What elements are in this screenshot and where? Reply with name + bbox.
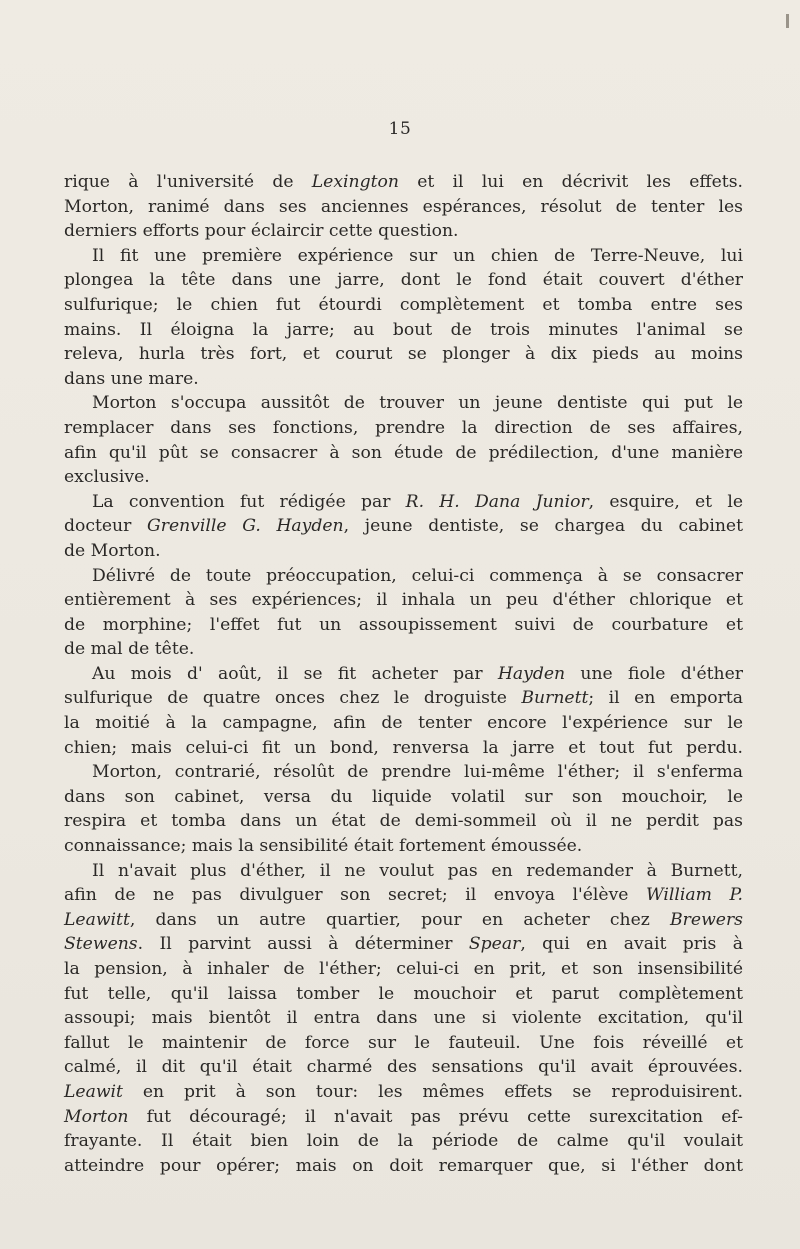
text-line: mains. Il éloigna la jarre; au bout de trois minutes l'animal se: [64, 319, 743, 340]
text-line: calmé, il dit qu'il était charmé des sensations qu'il avait éprouvées.: [64, 1057, 743, 1078]
text-line: Morton fut découragé; il n'avait pas prévu cette surexcitation ef-: [64, 1106, 743, 1127]
text-line: Leawit en prit à son tour: les mêmes effets se reproduisirent.: [64, 1081, 743, 1102]
text-line: dans une mare.: [64, 368, 199, 389]
text-line: de morphine; l'effet fut un assoupissement suivi de courbature et: [64, 614, 743, 635]
text-line: rique à l'université de Lexington et il lui en décrivit les effets.: [64, 172, 743, 192]
text-line: Il n'avait plus d'éther, il ne voulut pas en redemander à Burnett,: [92, 860, 743, 881]
text-line: fallut le maintenir de force sur le fauteuil. Une fois réveillé et: [64, 1032, 743, 1053]
text-line: fut telle, qu'il laissa tomber le mouchoir et parut complètement: [64, 983, 743, 1004]
text-line: remplacer dans ses fonctions, prendre la direction de ses affaires,: [64, 417, 743, 438]
page-number: 15: [388, 119, 412, 139]
text-line: entièrement à ses expériences; il inhala un peu d'éther chlorique et: [64, 590, 743, 611]
text-line: docteur Grenville G. Hayden, jeune dentiste, se chargea du cabinet: [64, 516, 743, 537]
text-line: la pension, à inhaler de l'éther; celui-ci en prit, et son insensibilité: [64, 959, 743, 979]
text-line: sulfurique; le chien fut étourdi complètement et tomba entre ses: [64, 294, 743, 315]
text-line: Morton, ranimé dans ses anciennes espérances, résolut de tenter les: [64, 196, 743, 217]
text-line: Leawitt, dans un autre quartier, pour en acheter chez Brewers: [64, 909, 743, 930]
text-line: atteindre pour opérer; mais on doit remarquer que, si l'éther dont: [64, 1155, 743, 1176]
text-line: exclusive.: [64, 467, 150, 488]
text-line: assoupi; mais bientôt il entra dans une si violente excitation, qu'il: [64, 1008, 743, 1029]
text-line: La convention fut rédigée par R. H. Dana Junior, esquire, et le: [92, 491, 743, 512]
text-line: Il fit une première expérience sur un chien de Terre-Neuve, lui: [92, 245, 743, 266]
text-line: Morton s'occupa aussitôt de trouver un jeune dentiste qui put le: [92, 393, 743, 414]
text-line: connaissance; mais la sensibilité était fortement émoussée.: [64, 836, 583, 857]
scan-edge-mark: [786, 14, 789, 28]
text-line: dans son cabinet, versa du liquide volatil sur son mouchoir, le: [64, 786, 743, 807]
text-line: plongea la tête dans une jarre, dont le fond était couvert d'éther: [64, 270, 743, 291]
text-line: afin de ne pas divulguer son secret; il envoya l'élève William P.: [64, 885, 743, 906]
text-line: chien; mais celui-ci fit un bond, renversa la jarre et tout fut perdu.: [64, 737, 743, 758]
text-line: Au mois d' août, il se fit acheter par Hayden une fiole d'éther: [92, 663, 744, 684]
text-line: Stewens. Il parvint aussi à déterminer Spear, qui en avait pris à: [64, 934, 743, 955]
text-line: de Morton.: [64, 540, 161, 561]
text-line: Morton, contrarié, résolût de prendre lui-même l'éther; il s'enferma: [92, 762, 743, 783]
text-line: de mal de tête.: [64, 639, 195, 660]
text-line: sulfurique de quatre onces chez le droguiste Burnett; il en emporta: [64, 688, 743, 709]
text-line: la moitié à la campagne, afin de tenter encore l'expérience sur le: [64, 713, 743, 734]
text-line: afin qu'il pût se consacrer à son étude de prédilection, d'une manière: [64, 442, 743, 463]
text-line: releva, hurla très fort, et courut se plonger à dix pieds au moins: [64, 344, 743, 365]
body-text: [64, 170, 743, 1178]
text-line: frayante. Il était bien loin de la période de calme qu'il voulait: [64, 1131, 743, 1152]
text-line: derniers efforts pour éclaircir cette question.: [64, 221, 459, 242]
text-line: respira et tomba dans un état de demi-sommeil où il ne perdit pas: [64, 811, 743, 832]
text-line: Délivré de toute préoccupation, celui-ci commença à se consacrer: [92, 565, 743, 586]
